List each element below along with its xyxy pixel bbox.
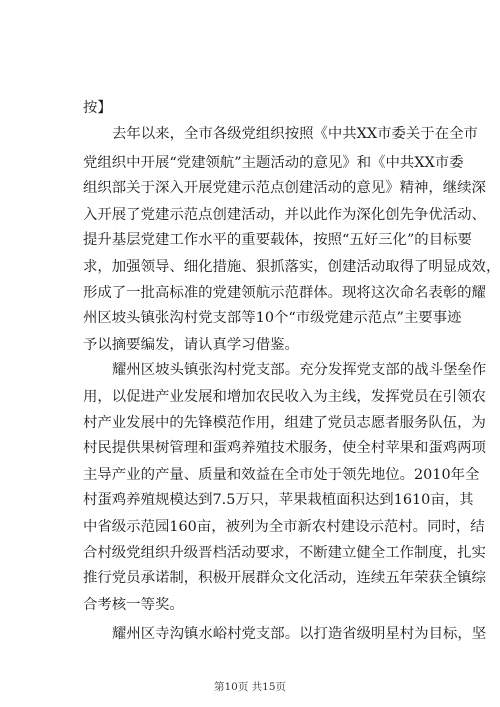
text-line: 提升基层党建工作水平的重要载体，按照“五好三化”的目标要: [83, 232, 472, 248]
text-line: 村蛋鸡养殖规模达到7.5万只，苹果栽植面积达到1610亩，其: [83, 492, 474, 508]
text-line: 组织部关于深入开展党建示范点创建活动的意见》精神，继续深: [83, 180, 486, 196]
text-line: 推行党员承诺制，积极开展群众文化活动，连续五年荣获全镇综: [83, 570, 486, 586]
text-line: 合村级党组织升级晋档活动要求，不断建立健全工作制度，扎实: [83, 545, 486, 561]
text-line: 求，加强领导、细化措施、狠抓落实，创建活动取得了明显成效，: [83, 259, 500, 275]
text-line: 去年以来，全市各级党组织按照《中共XX市委关于在全市: [112, 126, 478, 142]
text-line: 主导产业的产量、质量和效益在全市处于领先地位。2010年全: [83, 467, 480, 483]
page-footer: 第10页 共15页: [213, 681, 287, 693]
text-line: 党组织中开展“党建领航”主题活动的意见》和《中共XX市委: [83, 155, 464, 171]
text-line: 按】: [83, 100, 112, 116]
text-line: 中省级示范园160亩，被列为全市新农村建设示范村。同时，结: [83, 519, 485, 535]
text-line: 用，以促进产业发展和增加农民收入为主线，发挥党员在引领农: [83, 389, 486, 405]
text-line: 村产业发展中的先锋模范作用，组建了党员志愿者服务队伍，为: [83, 415, 486, 431]
text-line: 村民提供果树管理和蛋鸡养殖技术服务，使全村苹果和蛋鸡两项: [83, 440, 486, 456]
text-line: 耀州区坡头镇张沟村党支部。充分发挥党支部的战斗堡垒作: [112, 362, 487, 378]
text-line: 合考核一等奖。: [83, 597, 184, 613]
text-line: 予以摘要编发，请认真学习借鉴。: [83, 337, 299, 353]
text-line: 形成了一批高标准的党建领航示范群体。现将这次命名表彰的耀: [83, 285, 486, 301]
text-line: 耀州区寺沟镇水峪村党支部。以打造省级明星村为目标，坚: [112, 626, 487, 642]
text-line: 入开展了党建示范点创建活动，并以此作为深化创先争优活动、: [83, 207, 486, 223]
text-line: 州区坡头镇张沟村党支部等10个“市级党建示范点”主要事迹: [83, 310, 462, 326]
